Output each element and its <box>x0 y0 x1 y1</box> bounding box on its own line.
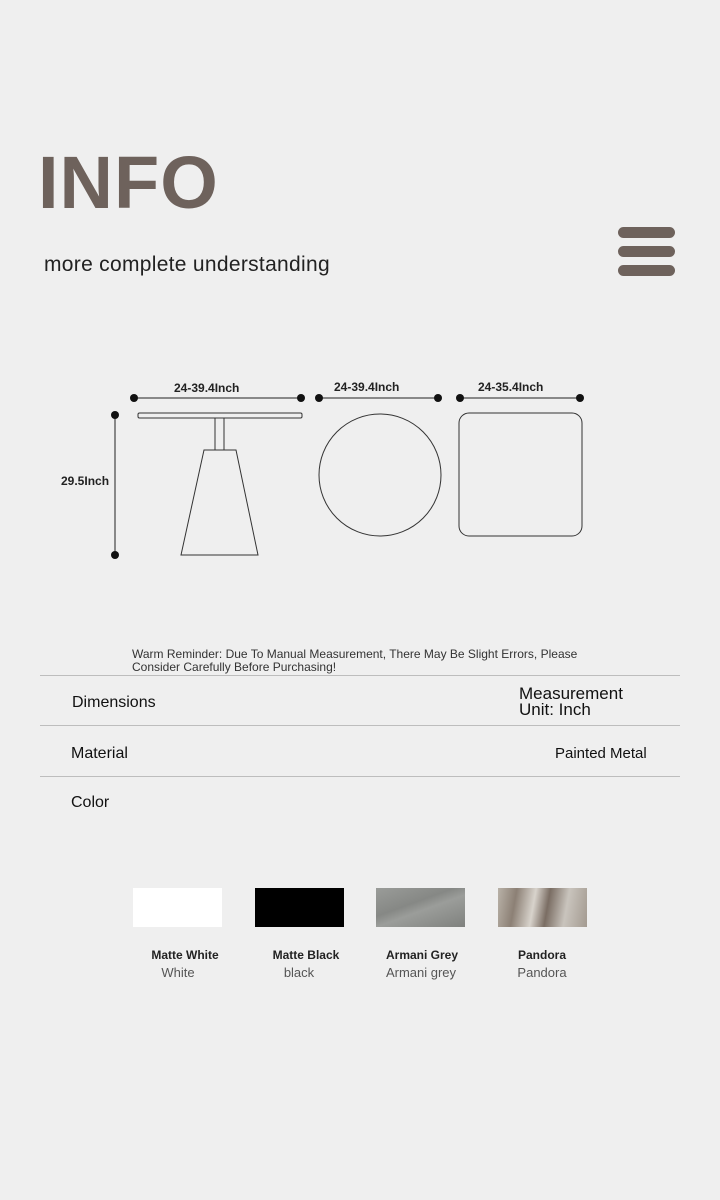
height-label: 29.5Inch <box>61 474 110 488</box>
round-top-view <box>319 414 441 536</box>
swatch-subname: Pandora <box>517 965 567 980</box>
side-width-label: 24-39.4Inch <box>174 381 240 395</box>
swatch-pandora[interactable] <box>498 888 587 927</box>
swatch-subname: black <box>283 965 315 980</box>
material-label: Material <box>71 745 128 762</box>
side-width-line <box>130 394 305 402</box>
color-label: Color <box>71 794 110 811</box>
material-value: Painted Metal <box>555 745 647 762</box>
dimensions-label: Dimensions <box>72 694 156 711</box>
warm-reminder: Warm Reminder: Due To Manual Measurement, There May Be Slight Errors, Please Consider Carefully Before Purchasing! <box>132 647 578 674</box>
swatch-armani-grey[interactable] <box>376 888 465 927</box>
height-line <box>111 411 119 559</box>
divider <box>40 675 680 676</box>
measurement-line2: Unit: Inch <box>519 700 591 719</box>
dimension-diagram <box>0 370 720 570</box>
swatch-name: Armani Grey <box>385 948 459 962</box>
divider <box>40 776 680 777</box>
divider <box>40 725 680 726</box>
swatch-name: Matte Black <box>272 948 340 962</box>
swatch-subname: White <box>161 965 195 980</box>
round-width-line <box>315 394 442 402</box>
swatch-matte-white[interactable] <box>133 888 222 927</box>
swatch-name: Pandora <box>517 948 566 962</box>
swatch-subname: Armani grey <box>385 965 457 980</box>
square-width-label: 24-35.4Inch <box>478 380 544 394</box>
menu-icon[interactable] <box>618 227 676 277</box>
measurement-line1: Measurement <box>519 684 623 703</box>
swatch-matte-black[interactable] <box>255 888 344 927</box>
page-subtitle: more complete understanding <box>44 253 330 276</box>
square-top-view <box>459 413 582 536</box>
square-width-line <box>456 394 584 402</box>
table-side-view <box>138 413 302 555</box>
measurement-unit <box>519 686 623 718</box>
swatch-name: Matte White <box>151 948 219 962</box>
round-width-label: 24-39.4Inch <box>334 380 400 394</box>
page-title: INFO <box>38 141 219 224</box>
